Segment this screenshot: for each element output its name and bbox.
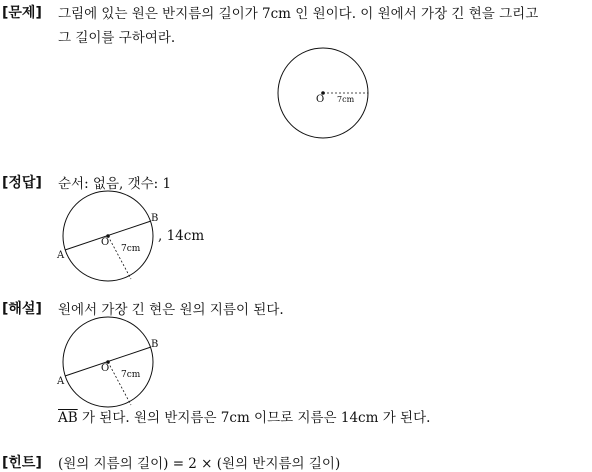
explanation-point-a: A <box>57 376 65 387</box>
explanation-conclusion-text: 가 된다. 원의 반지름은 7cm 이므로 지름은 14cm 가 된다. <box>77 410 431 426</box>
problem-label: [문제] <box>2 5 42 21</box>
answer-value: , 14cm <box>158 228 205 244</box>
answer-point-b: B <box>151 213 159 224</box>
hint-text: (원의 지름의 길이) = 2 × (원의 반지름의 길이) <box>58 456 341 472</box>
answer-center-label: O <box>101 237 110 248</box>
problem-radius-label: 7cm <box>337 95 355 104</box>
explanation-label: [해설] <box>2 301 42 317</box>
hint-label: [힌트] <box>2 455 42 471</box>
problem-center-label: O <box>316 94 325 105</box>
segment-ab: $\overline{AB}$ <box>58 410 78 426</box>
explanation-circle-figure <box>55 316 165 416</box>
answer-text: 순서: 없음, 갯수: 1 <box>58 176 172 192</box>
problem-text-line1: 그림에 있는 원은 반지름의 길이가 7cm 인 원이다. 이 원에서 가장 긴 현을 그리고 <box>58 6 539 22</box>
answer-radius-label: 7cm <box>121 244 141 254</box>
problem-circle-figure <box>275 45 375 145</box>
explanation-center-label: O <box>101 363 110 374</box>
explanation-conclusion <box>58 406 430 426</box>
answer-label: [정답] <box>2 175 42 191</box>
answer-point-a: A <box>57 250 65 261</box>
explanation-point-b: B <box>151 339 159 350</box>
problem-text-line2: 그 길이를 구하여라. <box>58 30 176 46</box>
explanation-text: 원에서 가장 긴 현은 원의 지름이 된다. <box>58 302 284 318</box>
explanation-radius-label: 7cm <box>121 370 141 380</box>
answer-circle-figure <box>55 190 165 290</box>
